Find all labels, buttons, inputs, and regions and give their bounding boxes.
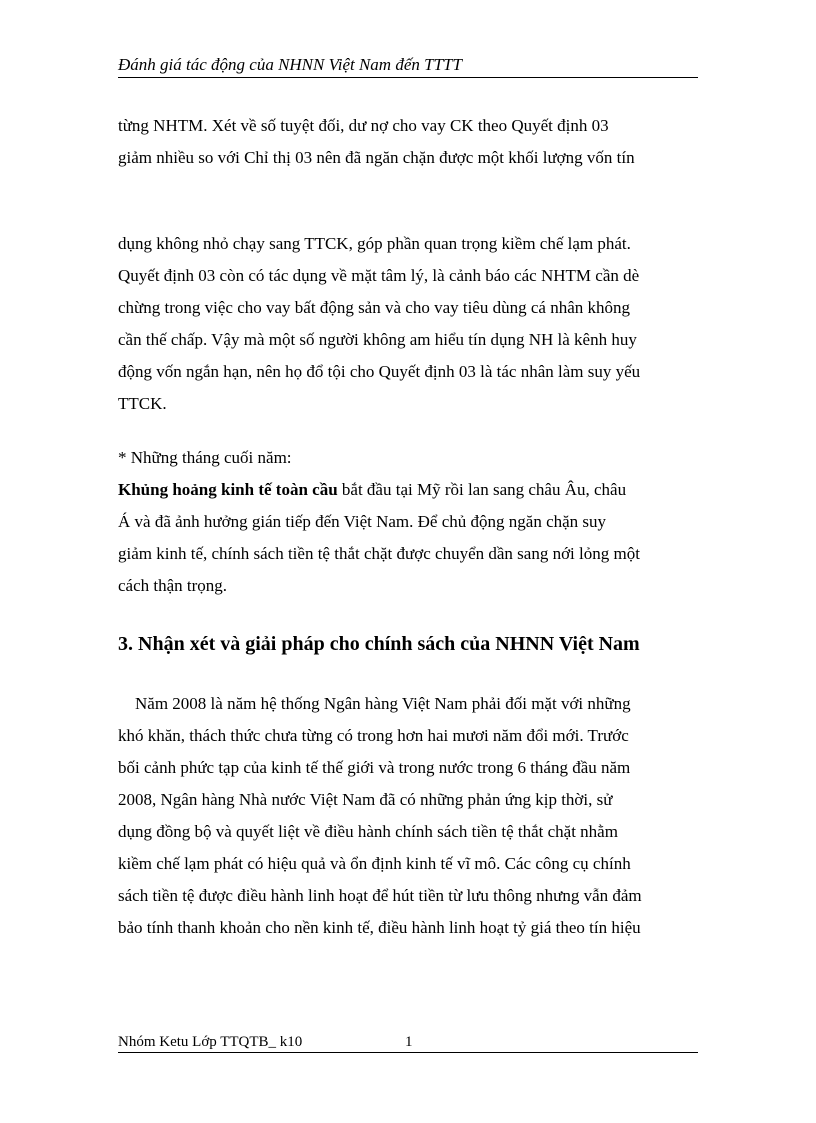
text-line: Á và đã ảnh hưởng gián tiếp đến Việt Nam. Để chủ động ngăn chặn suy (118, 512, 607, 531)
text-line: khó khăn, thách thức chưa từng có trong hơn hai mươi năm đổi mới. Trước (118, 726, 629, 745)
running-header: Đánh giá tác động của NHNN Việt Nam đến TTTT (118, 55, 698, 78)
paragraph-year-end (118, 442, 703, 602)
bold-lead: Khủng hoảng kinh tế toàn cầu (118, 480, 338, 499)
line-rest: bắt đầu tại Mỹ rồi lan sang châu Âu, châu (337, 480, 627, 499)
text-line: cần thế chấp. Vậy mà một số người không am hiểu tín dụng NH là kênh huy (118, 330, 637, 349)
text-line: bối cảnh phức tạp của kinh tế thế giới và trong nước trong 6 tháng đầu năm (118, 758, 631, 777)
page-number: 1 (405, 1034, 413, 1050)
text-line: dụng đồng bộ và quyết liệt về điều hành chính sách tiền tệ thắt chặt nhằm (118, 822, 618, 841)
paragraph-2008 (118, 688, 703, 944)
text-line: * Những tháng cuối năm: (118, 448, 292, 467)
text-line: 2008, Ngân hàng Nhà nước Việt Nam đã có những phản ứng kịp thời, sử (118, 790, 613, 809)
text-line: Năm 2008 là năm hệ thống Ngân hàng Việt Nam phải đối mặt với những (118, 694, 631, 713)
text-line: cách thận trọng. (118, 576, 228, 595)
text-line: động vốn ngắn hạn, nên họ đổ tội cho Quyết định 03 là tác nhân làm suy yếu (118, 362, 641, 381)
text-line: bảo tính thanh khoản cho nền kinh tế, điều hành linh hoạt tỷ giá theo tín hiệu (118, 918, 641, 937)
paragraph-decision-03 (118, 228, 703, 420)
text-line: giảm nhiều so với Chỉ thị 03 nên đã ngăn chặn được một khối lượng vốn tín (118, 148, 635, 167)
footer-group: Nhóm Ketu Lớp TTQTB_ k10 (118, 1034, 303, 1050)
text-line: giảm kinh tế, chính sách tiền tệ thắt chặt được chuyển dần sang nới lỏng một (118, 544, 640, 563)
text-line: dụng không nhỏ chạy sang TTCK, góp phần quan trọng kiềm chế lạm phát. (118, 234, 631, 253)
text-line: từng NHTM. Xét về số tuyệt đối, dư nợ cho vay CK theo Quyết định 03 (118, 116, 609, 135)
text-line: chừng trong việc cho vay bất động sản và cho vay tiêu dùng cá nhân không (118, 298, 630, 317)
page-footer (118, 1033, 698, 1053)
text-line: TTCK. (118, 394, 167, 413)
section-heading: 3. Nhận xét và giải pháp cho chính sách của NHNN Việt Nam (118, 633, 640, 655)
text-line: kiềm chế lạm phát có hiệu quả và ổn định kinh tế vĩ mô. Các công cụ chính (118, 854, 631, 873)
paragraph-continued (118, 110, 703, 174)
text-line: Quyết định 03 còn có tác dụng về mặt tâm lý, là cảnh báo các NHTM cần dè (118, 266, 640, 285)
text-line: sách tiền tệ được điều hành linh hoạt để hút tiền từ lưu thông nhưng vẫn đảm (118, 886, 642, 905)
text-line (118, 474, 703, 506)
